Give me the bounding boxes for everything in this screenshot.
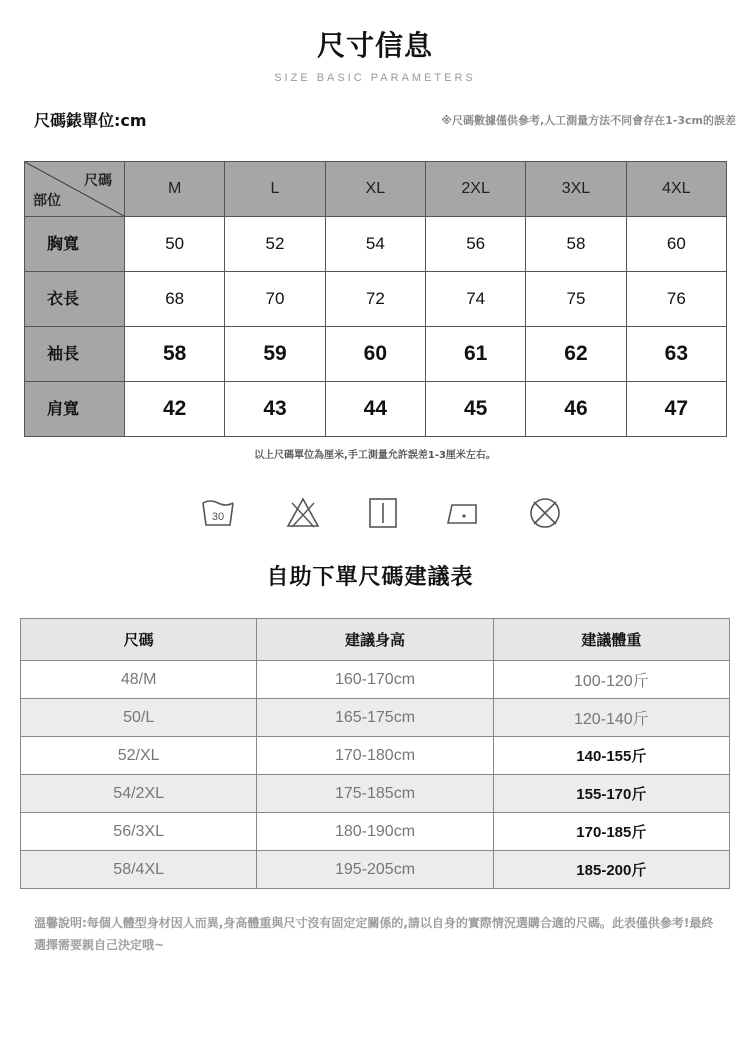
footer-note: 溫馨說明:每個人體型身材因人而異,身高體重與尺寸沒有固定定關係的,請以自身的實際情況選購合適的尺碼。此表僅供參考!最終選擇需要親自己決定哦~ — [34, 916, 714, 952]
table-cell: 47 — [626, 382, 726, 437]
corner-part-label: 部位 — [33, 192, 61, 208]
wash-temp-label: 30 — [211, 511, 225, 523]
size-header-row — [25, 162, 727, 217]
size-table — [24, 161, 727, 437]
page-subtitle: SIZE BASIC PARAMETERS — [274, 72, 476, 84]
table-row-chest — [25, 217, 727, 272]
table-row — [21, 851, 730, 889]
header-weight: 建議體重 — [493, 619, 729, 661]
table-cell: 63 — [626, 327, 726, 382]
table-cell: 68 — [125, 272, 225, 327]
table-cell: 59 — [225, 327, 325, 382]
row-label: 肩寬 — [25, 382, 125, 437]
table-cell: 175-185cm — [257, 775, 493, 813]
table-cell: 170-185斤 — [493, 813, 729, 851]
table-row — [21, 737, 730, 775]
table-cell: 42 — [125, 382, 225, 437]
table-cell: 180-190cm — [257, 813, 493, 851]
table-cell: 56/3XL — [21, 813, 257, 851]
table-cell: 155-170斤 — [493, 775, 729, 813]
size-header-xl: XL — [325, 162, 425, 217]
size-header-m: M — [125, 162, 225, 217]
no-dry-clean-icon — [527, 495, 563, 531]
table-cell: 61 — [425, 327, 525, 382]
table-cell: 48/M — [21, 661, 257, 699]
table-cell: 120-140斤 — [493, 699, 729, 737]
table-cell: 58/4XL — [21, 851, 257, 889]
table-cell: 45 — [425, 382, 525, 437]
table-cell: 70 — [225, 272, 325, 327]
size-table-note: 以上尺碼單位為厘米,手工測量允許誤差1-3厘米左右。 — [254, 450, 496, 461]
size-header-4xl: 4XL — [626, 162, 726, 217]
table-row — [21, 699, 730, 737]
table-row — [21, 813, 730, 851]
table-cell: 60 — [325, 327, 425, 382]
table-cell: 100-120斤 — [493, 661, 729, 699]
table-cell: 165-175cm — [257, 699, 493, 737]
table-cell: 170-180cm — [257, 737, 493, 775]
table-cell: 54/2XL — [21, 775, 257, 813]
table-cell: 54 — [325, 217, 425, 272]
table-cell: 58 — [125, 327, 225, 382]
table-cell: 140-155斤 — [493, 737, 729, 775]
table-row-length — [25, 272, 727, 327]
table-cell: 50/L — [21, 699, 257, 737]
size-header-3xl: 3XL — [526, 162, 626, 217]
table-cell: 58 — [526, 217, 626, 272]
corner-size-label: 尺碼 — [84, 172, 112, 188]
header-size: 尺碼 — [21, 619, 257, 661]
row-label: 胸寬 — [25, 217, 125, 272]
table-row — [21, 775, 730, 813]
no-bleach-icon — [285, 495, 321, 531]
size-header-l: L — [225, 162, 325, 217]
size-header-2xl: 2XL — [425, 162, 525, 217]
table-cell: 52/XL — [21, 737, 257, 775]
recommend-header-row — [21, 619, 730, 661]
table-cell: 76 — [626, 272, 726, 327]
hang-dry-icon — [365, 495, 401, 531]
table-cell: 56 — [425, 217, 525, 272]
table-row-shoulder — [25, 382, 727, 437]
table-cell: 160-170cm — [257, 661, 493, 699]
table-corner-cell — [25, 162, 125, 217]
iron-low-icon — [444, 495, 480, 531]
table-cell: 185-200斤 — [493, 851, 729, 889]
table-cell: 46 — [526, 382, 626, 437]
table-cell: 62 — [526, 327, 626, 382]
unit-label: 尺碼錶單位:cm — [34, 111, 147, 130]
table-cell: 50 — [125, 217, 225, 272]
page-title: 尺寸信息 — [316, 29, 433, 62]
row-label: 袖長 — [25, 327, 125, 382]
table-cell: 43 — [225, 382, 325, 437]
header-height: 建議身高 — [257, 619, 493, 661]
table-row — [21, 661, 730, 699]
recommend-title: 自助下單尺碼建議表 — [266, 565, 474, 590]
table-cell: 52 — [225, 217, 325, 272]
table-cell: 75 — [526, 272, 626, 327]
unit-note: ※尺碼數據僅供參考,人工測量方法不同會存在1-3cm的誤差 — [441, 114, 736, 127]
table-row-sleeve — [25, 327, 727, 382]
row-label: 衣長 — [25, 272, 125, 327]
recommend-table — [20, 618, 730, 889]
table-cell: 195-205cm — [257, 851, 493, 889]
table-cell: 60 — [626, 217, 726, 272]
table-cell: 44 — [325, 382, 425, 437]
wash-30-icon — [200, 495, 236, 531]
table-cell: 74 — [425, 272, 525, 327]
table-cell: 72 — [325, 272, 425, 327]
